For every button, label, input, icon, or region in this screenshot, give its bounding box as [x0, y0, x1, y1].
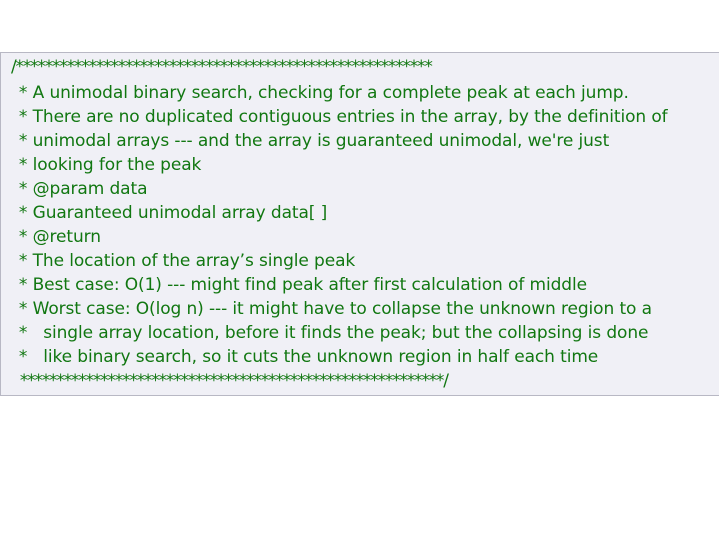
comment-open-line: /********************************************************* [11, 57, 432, 77]
code-comment-block [0, 52, 719, 396]
comment-line-3: * unimodal arrays --- and the array is guaranteed unimodal, we're just [3, 131, 610, 151]
comment-line-7: * @return [3, 227, 101, 247]
comment-line-1: * A unimodal binary search, checking for a complete peak at each jump. [3, 83, 629, 103]
comment-line-5: * @param data [3, 179, 148, 199]
comment-line-4: * looking for the peak [3, 155, 202, 175]
comment-line-11: * single array location, before it finds the peak; but the collapsing is done [3, 323, 649, 343]
comment-line-12: * like binary search, so it cuts the unknown region in half each time [3, 347, 599, 367]
comment-line-6: * Guaranteed unimodal array data[ ] [3, 203, 328, 223]
comment-close-line: **********************************************************/ [3, 371, 448, 391]
comment-line-8: * The location of the array’s single peak [3, 251, 356, 271]
comment-line-10: * Worst case: O(log n) --- it might have to collapse the unknown region to a [3, 299, 652, 319]
comment-line-9: * Best case: O(1) --- might find peak after first calculation of middle [3, 275, 587, 295]
comment-line-2: * There are no duplicated contiguous entries in the array, by the definition of [3, 107, 668, 127]
